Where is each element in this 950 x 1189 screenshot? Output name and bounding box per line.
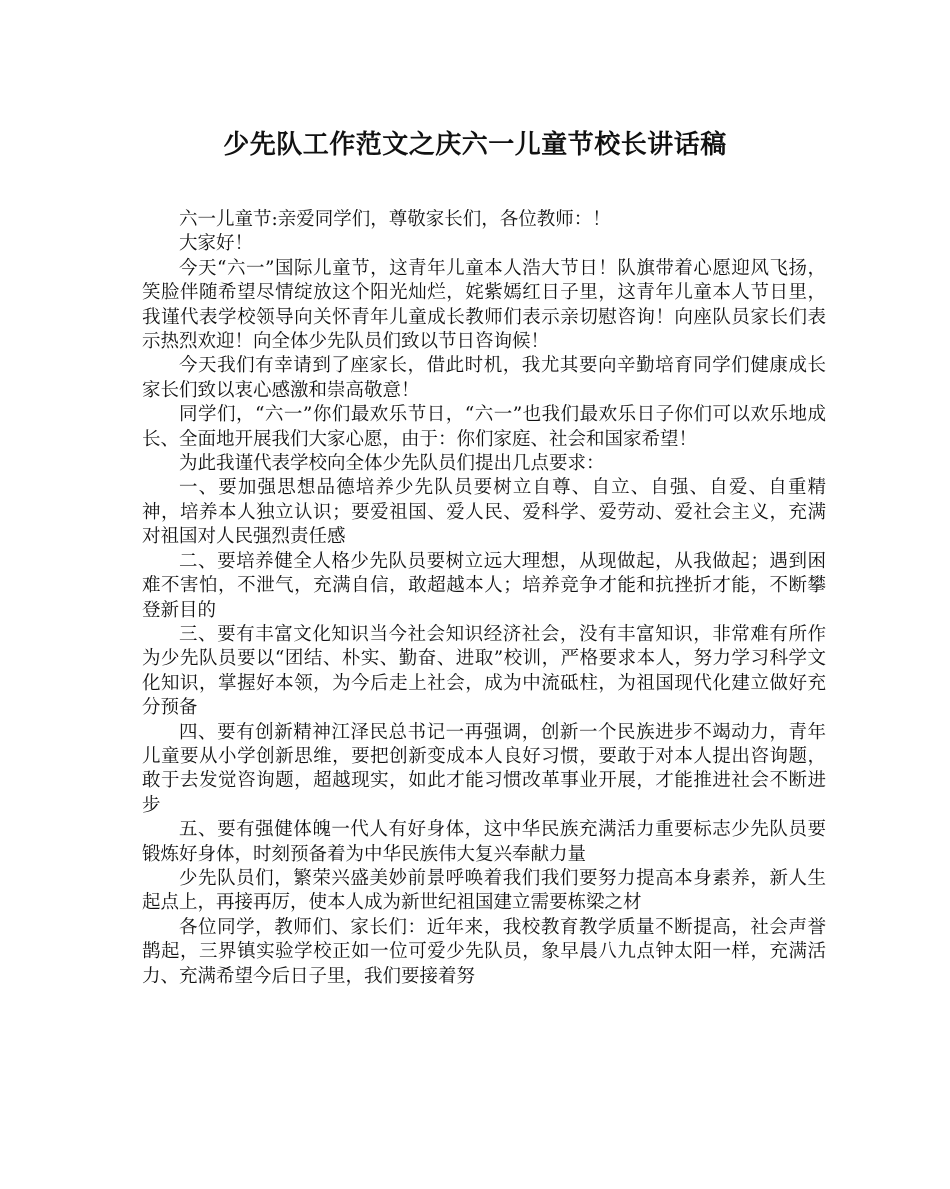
paragraph-requirement-2: 二、要培养健全人格少先队员要树立远大理想，从现做起，从我做起；遇到困难不害怕，不泄气，充满自信，敢超越本人；培养竞争才能和抗挫折才能，不断攀登新目的 xyxy=(142,550,826,621)
paragraph-parents: 今天我们有幸请到了座家长，借此时机，我尤其要向辛勤培育同学们健康成长家长们致以衷心感激和崇高敬意！ xyxy=(142,355,826,401)
paragraph-requirements-intro: 为此我谨代表学校向全体少先队员们提出几点要求： xyxy=(179,453,605,475)
paragraph-hello: 大家好！ xyxy=(179,233,254,255)
paragraph-requirement-4: 四、要有创新精神江泽民总书记一再强调，创新一个民族进步不竭动力，青年儿童要从小学创新思维，要把创新变成本人良好习惯，要敢于对本人提出咨询题，敢于去发觉咨询题，超越现实，如此才能习惯改革事业开展，才能推进社会不断进步 xyxy=(142,721,826,816)
paragraph-greeting: 六一儿童节:亲爱同学们，尊敬家长们，各位教师：！ xyxy=(179,209,611,230)
document-body xyxy=(142,208,826,989)
paragraph-requirement-3: 三、要有丰富文化知识当今社会知识经济社会，没有丰富知识，非常难有所作为少先队员要以“团结、朴实、勤奋、进取”校训，严格要求本人，努力学习科学文化知识，掌握好本领，为今后走上社会，成为中流砥柱，为祖国现代化建立做好充分预备 xyxy=(142,623,826,719)
paragraph-requirement-1: 一、要加强思想品德培养少先队员要树立自尊、自立、自强、自爱、自重精神，培养本人独立认识；要爱祖国、爱人民、爱科学、爱劳动、爱社会主义，充满对祖国对人民强烈责任感 xyxy=(142,477,826,548)
document-title: 少先队工作范文之庆六一儿童节校长讲话稿 xyxy=(223,130,727,160)
paragraph-pioneers: 少先队员们，繁荣兴盛美妙前景呼唤着我们我们要努力提高本身素养，新人生起点上，再接再厉，使本人成为新世纪祖国建立需要栋梁之材 xyxy=(142,867,826,914)
paragraph-requirement-5: 五、要有强健体魄一代人有好身体，这中华民族充满活力重要标志少先队员要锻炼好身体，时刻预备着为中华民族伟大复兴奉献力量 xyxy=(142,819,826,865)
paragraph-festival: 今天“六一”国际儿童节，这青年儿童本人浩大节日！队旗带着心愿迎风飞扬，笑脸伴随希望尽情绽放这个阳光灿烂，姹紫嫣红日子里，这青年儿童本人节日里，我谨代表学校领导向关怀青年儿童成长教师们表示亲切慰咨询！向座队员家长们表示热烈欢迎！向全体少先队员们致以节日咨询候！ xyxy=(142,257,826,353)
paragraph-students: 同学们，“六一”你们最欢乐节日，“六一”也我们最欢乐日子你们可以欢乐地成长、全面地开展我们大家心愿，由于：你们家庭、社会和国家希望！ xyxy=(142,404,826,450)
paragraph-closing: 各位同学，教师们、家长们：近年来，我校教育教学质量不断提高，社会声誉鹊起，三界镇实验学校正如一位可爱少先队员，象早晨八九点钟太阳一样，充满活力、充满希望今后日子里，我们要接着努 xyxy=(142,916,826,987)
